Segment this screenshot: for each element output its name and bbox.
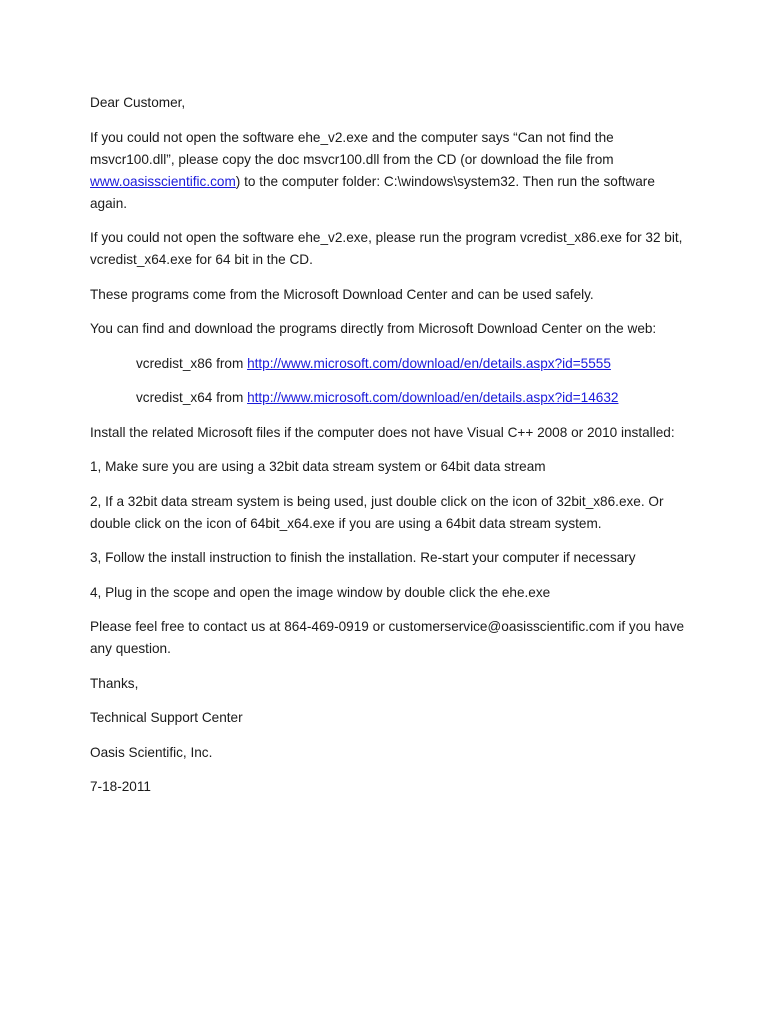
download-link-x86[interactable]: http://www.microsoft.com/download/en/details.aspx?id=5555 — [247, 355, 611, 371]
paragraph-install-related: Install the related Microsoft files if the computer does not have Visual C++ 2008 or 2010 installed: — [90, 424, 675, 440]
signature-department: Technical Support Center — [90, 710, 243, 725]
paragraph-vcredist: If you could not open the software ehe_v2.exe, please run the program vcredist_x86.exe for 32 bit, vcredist_x64.exe for 64 bit in the CD. — [90, 230, 683, 267]
paragraph-msvcr-instructions — [90, 127, 690, 215]
contact-paragraph: Please feel free to contact us at 864-469-0919 or customerservice@oasisscientific.com if you have any question. — [90, 619, 685, 656]
signature-company: Oasis Scientific, Inc. — [90, 744, 213, 760]
letter-body — [90, 92, 690, 811]
paragraph-text: If you could not open the software ehe_v2.exe and the computer says “Can not find the msvcr100.dll”, please copy the doc msvcr100.dll from the CD (or download the file from — [90, 129, 614, 167]
paragraph-safety: These programs come from the Microsoft Download Center and can be used safely. — [90, 286, 594, 302]
salutation: Dear Customer, — [90, 95, 186, 110]
letter-date: 7-18-2011 — [90, 779, 151, 794]
oasis-website-link[interactable]: www.oasisscientific.com — [90, 173, 236, 189]
download-label-x64: vcredist_x64 from — [136, 390, 248, 405]
download-link-x64[interactable]: http://www.microsoft.com/download/en/details.aspx?id=14632 — [247, 390, 619, 405]
paragraph-download-center: You can find and download the programs directly from Microsoft Download Center on the web: — [90, 321, 657, 336]
step-2: 2, If a 32bit data stream system is being used, just double click on the icon of 32bit_x86.exe. Or double click on the icon of 64bit_x64.exe if you are using a 64bit data stream system. — [90, 493, 664, 531]
step-3: 3, Follow the install instruction to finish the installation. Re-start your computer if necessary — [90, 550, 636, 565]
step-4: 4, Plug in the scope and open the image window by double click the ehe.exe — [90, 584, 551, 600]
paragraph-text: ) to the computer folder: C:\windows\system32. Then run the software again. — [90, 173, 655, 211]
download-label-x86: vcredist_x86 from — [136, 355, 248, 371]
download-line-x64 — [90, 387, 690, 409]
step-1: 1, Make sure you are using a 32bit data stream system or 64bit data stream — [90, 459, 546, 474]
download-line-x86 — [90, 353, 690, 375]
closing: Thanks, — [90, 675, 139, 691]
